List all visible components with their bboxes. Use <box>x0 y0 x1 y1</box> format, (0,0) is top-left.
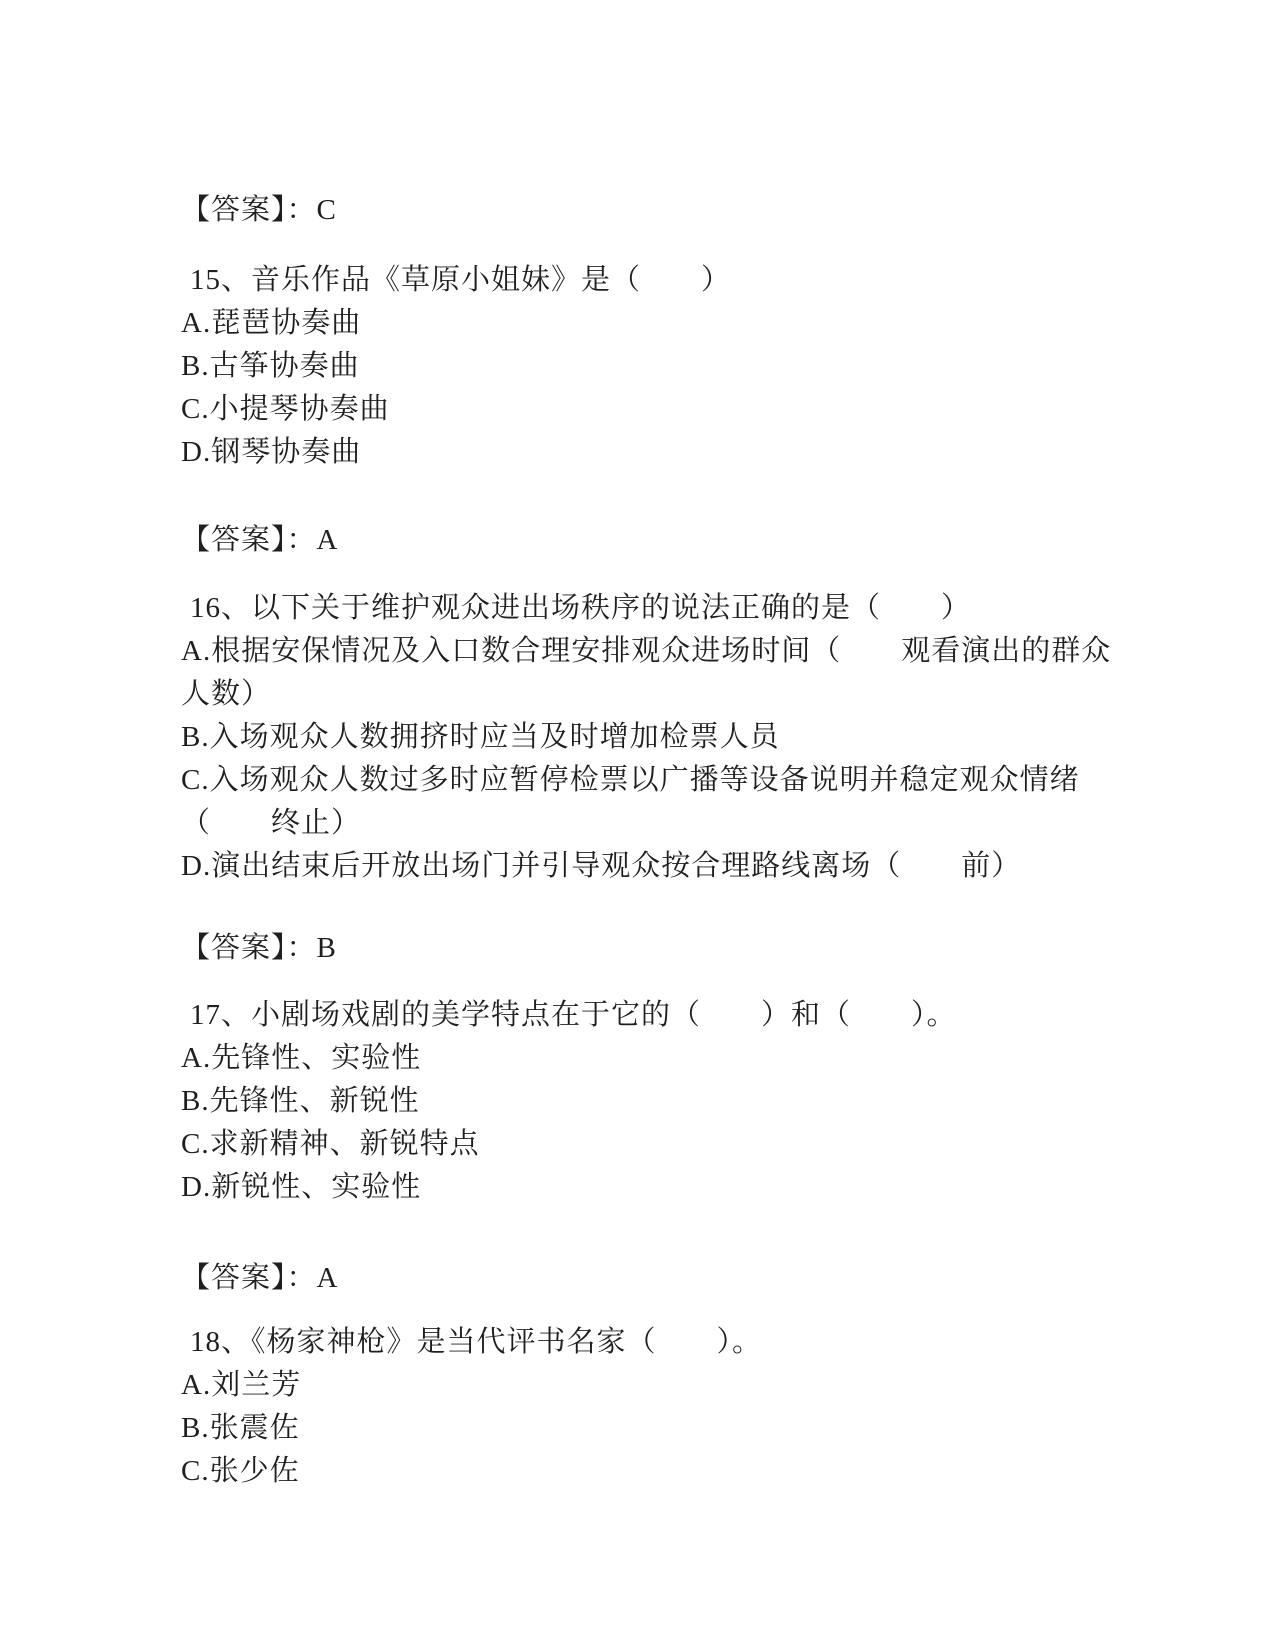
question-17-option-b: B.先锋性、新锐性 <box>181 1085 420 1117</box>
question-18-title: 18、《杨家神枪》是当代评书名家（ ）。 <box>190 1326 763 1358</box>
answer-line-q15: 【答案】：A <box>181 524 339 556</box>
answer-line-q16: 【答案】：B <box>181 932 337 964</box>
question-16-option-b: B.入场观众人数拥挤时应当及时增加检票人员 <box>181 721 780 753</box>
question-15-option-b: B.古筝协奏曲 <box>181 350 360 382</box>
question-16-option-c: C.入场观众人数过多时应暂停检票以广播等设备说明并稳定观众情绪 <box>181 764 1080 796</box>
answer-line-q14: 【答案】：C <box>181 194 337 226</box>
question-18-option-c: C.张少佐 <box>181 1455 300 1487</box>
question-16-option-a-wrap: 人数） <box>181 678 272 710</box>
question-15-option-c: C.小提琴协奏曲 <box>181 393 390 425</box>
question-18-option-b: B.张震佐 <box>181 1412 300 1444</box>
question-15-option-a: A.琵琶协奏曲 <box>181 307 362 339</box>
question-17-option-d: D.新锐性、实验性 <box>181 1171 422 1203</box>
question-16-title: 16、以下关于维护观众进出场秩序的说法正确的是（ ） <box>190 592 972 624</box>
question-15-option-d: D.钢琴协奏曲 <box>181 436 362 468</box>
question-17-option-c: C.求新精神、新锐特点 <box>181 1128 480 1160</box>
question-18-option-a: A.刘兰芳 <box>181 1369 302 1401</box>
answer-line-q17: 【答案】：A <box>181 1262 339 1294</box>
question-16-option-c-wrap: （ 终止） <box>181 807 362 839</box>
question-15-title: 15、音乐作品《草原小姐妹》是（ ） <box>190 264 732 296</box>
question-17-title: 17、小剧场戏剧的美学特点在于它的（ ）和（ ）。 <box>190 999 957 1031</box>
question-16-option-d: D.演出结束后开放出场门并引导观众按合理路线离场（ 前） <box>181 850 1022 882</box>
question-17-option-a: A.先锋性、实验性 <box>181 1042 422 1074</box>
question-16-option-a: A.根据安保情况及入口数合理安排观众进场时间（ 观看演出的群众 <box>181 635 1112 667</box>
